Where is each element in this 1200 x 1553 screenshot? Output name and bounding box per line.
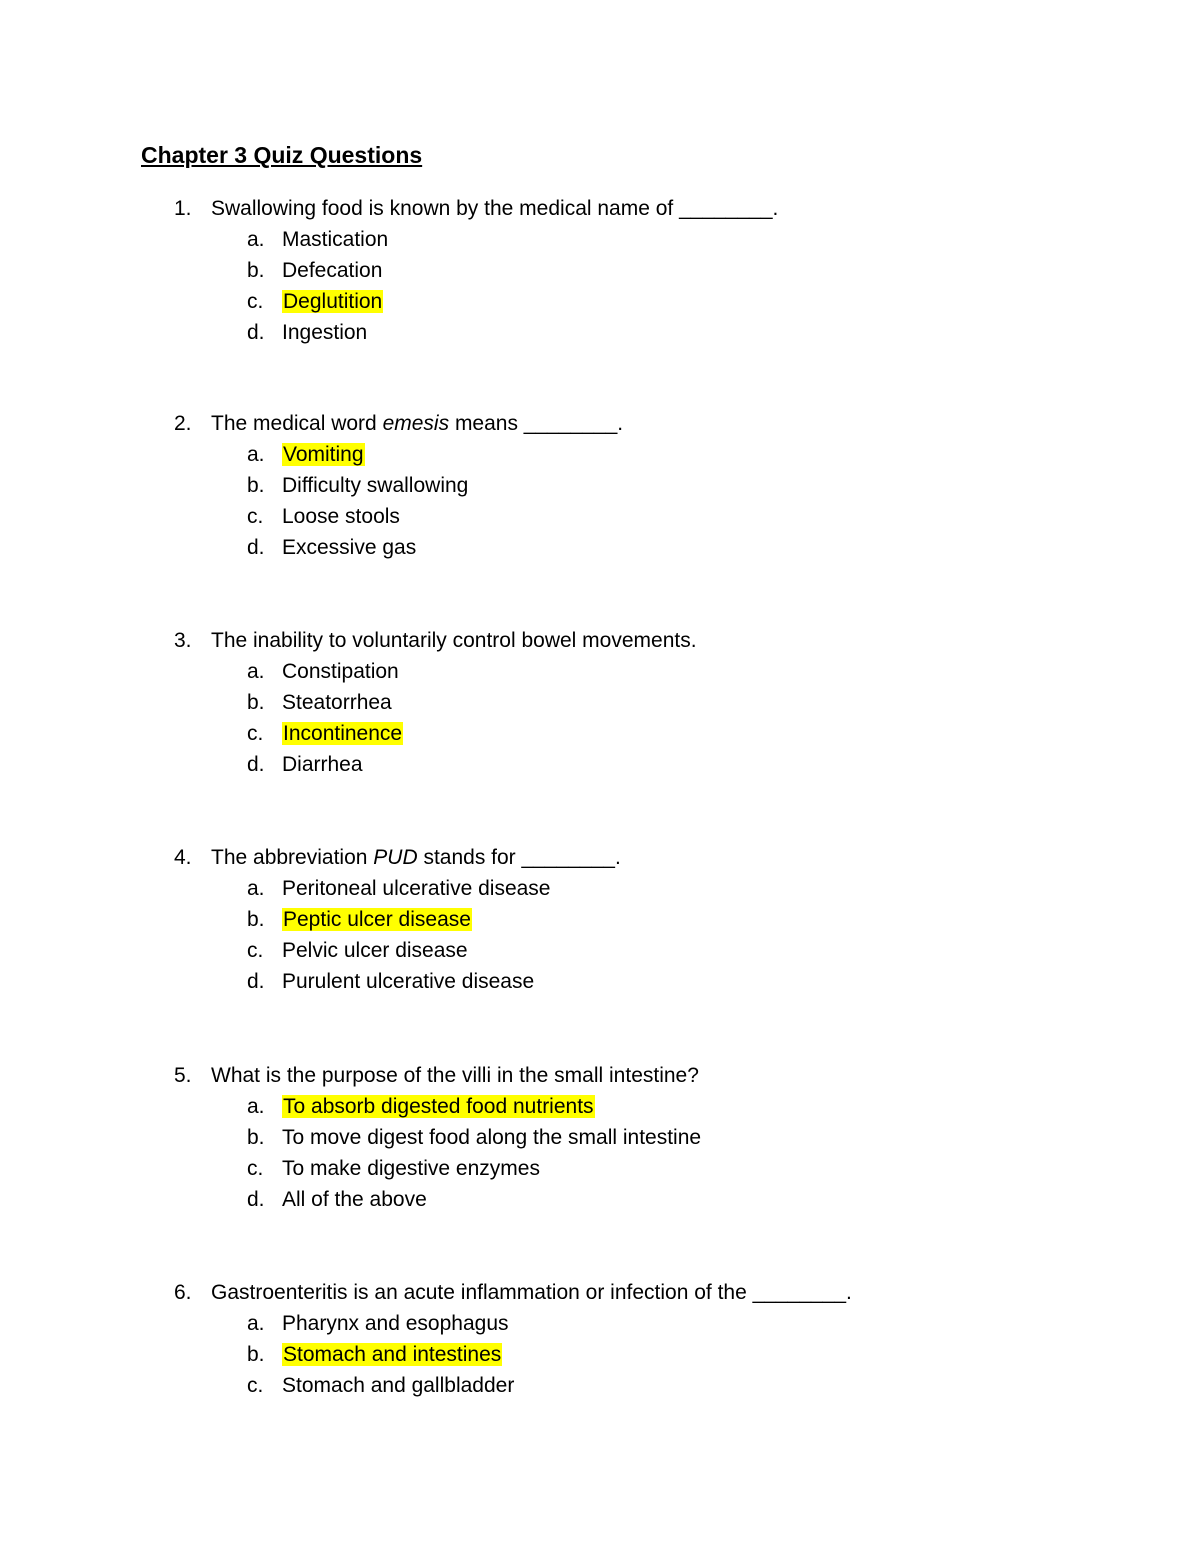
option-letter: b. [247,691,265,714]
option-text [282,1339,502,1370]
answer-option [0,1153,1100,1184]
question-stem-text-end: means ________. [449,412,624,435]
answer-option [0,718,1100,749]
answer-option [0,1370,1100,1401]
option-letter: b. [247,908,265,931]
option-letter: d. [247,1188,265,1211]
answer-option [0,904,1100,935]
option-text [282,532,416,563]
option-letter: c. [247,722,264,745]
question-3 [0,625,1100,780]
answer-option [0,501,1100,532]
question-2 [0,408,1100,563]
question-stem [211,1277,852,1308]
question-stem-term: PUD [373,846,418,869]
question-stem-text: What is the purpose of the villi in the small intestine? [211,1064,699,1087]
question-number: 6. [174,1281,192,1304]
option-text [282,501,400,532]
option-letter: b. [247,259,265,282]
correct-answer-highlight: Vomiting [283,443,364,466]
correct-answer-highlight: To absorb digested food nutrients [283,1095,594,1118]
question-number: 4. [174,846,192,869]
option-letter: a. [247,877,265,900]
answer-option [0,470,1100,501]
answer-option [0,749,1100,780]
option-label: Pelvic ulcer disease [282,939,468,962]
option-letter: b. [247,1126,265,1149]
option-letter: d. [247,753,265,776]
question-stem [211,1060,699,1091]
option-label: Loose stools [282,505,400,528]
option-text [282,286,383,317]
answer-option [0,873,1100,904]
option-text [282,873,551,904]
answer-option [0,224,1100,255]
option-label: Defecation [282,259,383,282]
option-letter: a. [247,1095,265,1118]
answer-option [0,255,1100,286]
option-label: Mastication [282,228,389,251]
answer-option [0,317,1100,348]
option-label: All of the above [282,1188,427,1211]
option-text [282,656,399,687]
option-text [282,224,388,255]
answer-option [0,1339,1100,1370]
option-text [282,1091,595,1122]
option-letter: d. [247,536,265,559]
question-stem-text: Gastroenteritis is an acute inflammation or infection of the ________. [211,1281,852,1304]
option-text [282,439,365,470]
correct-answer-highlight: Stomach and intestines [283,1343,502,1366]
question-stem-line [0,408,1100,439]
question-stem-line [0,842,1100,873]
answer-option [0,1091,1100,1122]
option-letter: c. [247,1157,264,1180]
option-label: Peritoneal ulcerative disease [282,877,551,900]
option-label: Stomach and gallbladder [282,1374,515,1397]
question-stem-text: The medical word [211,412,383,435]
option-label: To make digestive enzymes [282,1157,540,1180]
option-letter: c. [247,290,264,313]
question-5 [0,1060,1100,1215]
question-stem-text-end: stands for ________. [417,846,621,869]
correct-answer-highlight: Deglutition [283,290,383,313]
option-text [282,718,403,749]
option-text [282,470,468,501]
option-text [282,749,363,780]
question-stem [211,408,623,439]
answer-option [0,687,1100,718]
question-number: 3. [174,629,192,652]
option-label: Diarrhea [282,753,363,776]
option-label: To move digest food along the small intestine [282,1126,702,1149]
correct-answer-highlight: Peptic ulcer disease [283,908,471,931]
page-title: Chapter 3 Quiz Questions [141,142,423,168]
option-label: Steatorrhea [282,691,392,714]
question-stem-text: Swallowing food is known by the medical name of ________. [211,197,779,220]
question-stem-line [0,1060,1100,1091]
answer-option [0,935,1100,966]
option-label: Constipation [282,660,399,683]
question-number: 2. [174,412,192,435]
question-1 [0,193,1100,348]
question-4 [0,842,1100,997]
question-stem-text: The abbreviation [211,846,374,869]
option-letter: b. [247,1343,265,1366]
option-text [282,1184,427,1215]
option-letter: d. [247,321,265,344]
answer-option [0,1122,1100,1153]
option-label: Pharynx and esophagus [282,1312,509,1335]
option-text [282,317,367,348]
option-letter: a. [247,660,265,683]
option-letter: c. [247,505,264,528]
answer-option [0,966,1100,997]
correct-answer-highlight: Incontinence [283,722,403,745]
option-letter: a. [247,443,265,466]
answer-option [0,532,1100,563]
option-text [282,1153,540,1184]
option-text [282,966,534,997]
question-number: 1. [174,197,192,220]
answer-option [0,656,1100,687]
question-stem-line [0,625,1100,656]
question-stem-term: emesis [382,412,450,435]
option-text [282,1122,701,1153]
answer-option [0,286,1100,317]
option-letter: d. [247,970,265,993]
option-text [282,687,392,718]
question-stem [211,625,697,656]
option-label: Purulent ulcerative disease [282,970,535,993]
answer-option [0,1308,1100,1339]
question-number: 5. [174,1064,192,1087]
option-label: Difficulty swallowing [282,474,469,497]
option-letter: c. [247,1374,264,1397]
question-stem-line [0,193,1100,224]
option-text [282,1308,509,1339]
question-stem [211,193,778,224]
answer-option [0,1184,1100,1215]
option-letter: a. [247,1312,265,1335]
option-letter: b. [247,474,265,497]
option-text [282,904,472,935]
option-label: Excessive gas [282,536,417,559]
option-label: Ingestion [282,321,368,344]
option-letter: c. [247,939,264,962]
question-stem [211,842,621,873]
option-letter: a. [247,228,265,251]
option-text [282,255,382,286]
question-stem-text: The inability to voluntarily control bowel movements. [211,629,697,652]
option-text [282,935,468,966]
question-6 [0,1277,1100,1401]
option-text [282,1370,514,1401]
answer-option [0,439,1100,470]
question-stem-line [0,1277,1100,1308]
